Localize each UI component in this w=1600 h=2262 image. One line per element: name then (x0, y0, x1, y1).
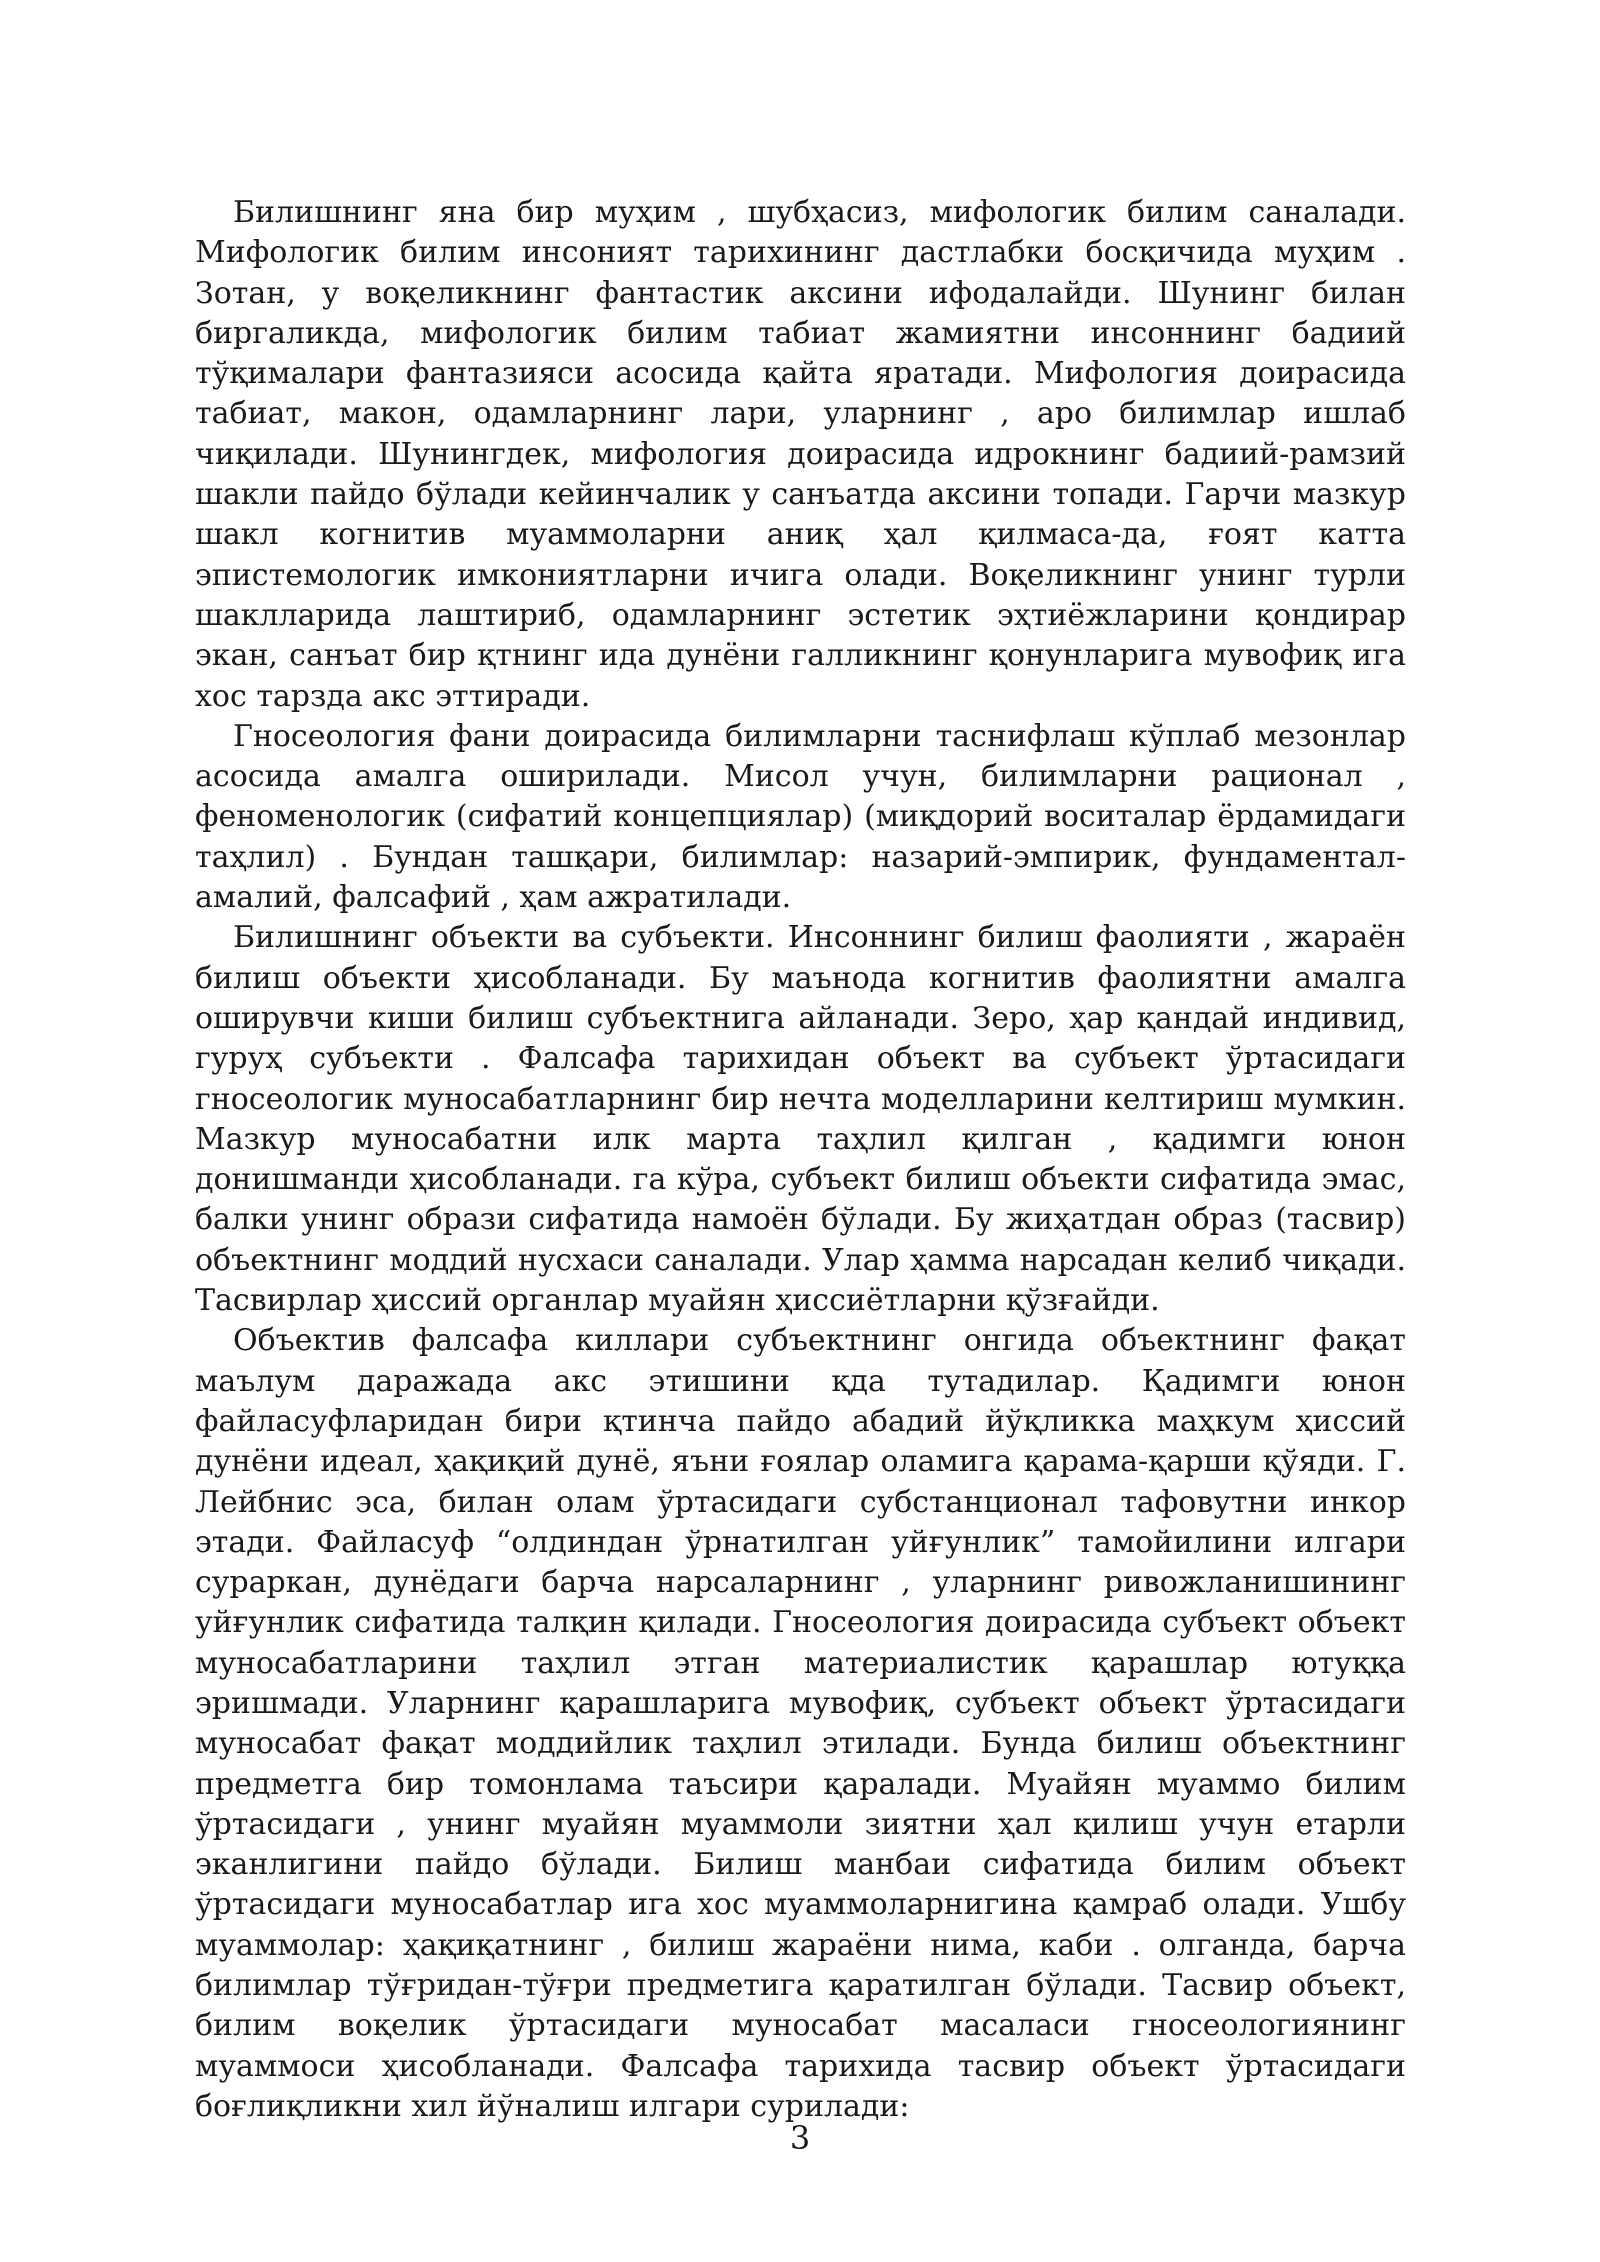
page-number: 3 (789, 2119, 811, 2157)
paragraph-object-subject: Билишнинг объекти ва субъекти. Инсоннинг билиш фаолияти , жараён билиш объекти ҳисобланади. Бу маънода когнитив фаолиятни амалга оширувчи киши билиш субъектнига айланади. Зеро, ҳар қандай индивид, гуруҳ субъекти . Фалсафа тарихидан объект ва субъект ўртасидаги гносеологик муносабатларнинг бир нечта моделларини келтириш мумкин. Мазкур муносабатни илк марта таҳлил қилган , қадимги юнон донишманди ҳисобланади. га кўра, субъект билиш объекти сифатида эмас, балки унинг образи сифатида намоён бўлади. Бу жиҳатдан образ (тасвир) объектнинг моддий нусхаси саналади. Улар ҳамма нарсадан келиб чиқади. Тасвирлар ҳиссий органлар муайян ҳиссиётларни қўзғайди. (195, 920, 1406, 1319)
paragraph-mythological-knowledge: Билишнинг яна бир муҳим , шубҳасиз, мифологик билим саналади. Мифологик билим инсоният тарихининг дастлабки босқичида муҳим . Зотан, у воқеликнинг фантастик аксини ифодалайди. Шунинг билан биргаликда, мифологик билим табиат жамиятни инсоннинг бадиий тўқималари фантазияси асосида қайта яратади. Мифология доирасида табиат, макон, одамларнинг лари, уларнинг , аро билимлар ишлаб чиқилади. Шунингдек, мифология доирасида идрокнинг бадиий-рамзий шакли пайдо бўлади кейинчалик у санъатда аксини топади. Гарчи мазкур шакл когнитив муаммоларни аниқ ҳал қилмаса-да, ғоят катта эпистемологик имкониятларни ичига олади. Воқеликнинг унинг турли шаклларида лаштириб, одамларнинг эстетик эҳтиёжларини қондирар экан, санъат бир қтнинг ида дунёни галликнинг қонунларига мувофиқ ига хос тарзда акс эттиради. (195, 195, 1406, 714)
paragraph-objective-philosophy: Объектив фалсафа киллари субъектнинг онгида объектнинг фақат маълум даражада акс этишини қда тутадилар. Қадимги юнон файласуфларидан бири қтинча пайдо абадий йўқликка маҳкум ҳиссий дунёни идеал, ҳақиқий дунё, яъни ғоялар оламига қарама-қарши қўяди. Г. Лейбнис эса, билан олам ўртасидаги субстанционал тафовутни инкор этади. Файласуф “олдиндан ўрнатилган уйғунлик” тамойилини илгари сураркан, дунёдаги барча нарсаларнинг , уларнинг ривожланишининг уйғунлик сифатида талқин қилади. Гносеология доирасида субъект объект муносабатларини таҳлил этган материалистик қарашлар ютуққа эришмади. Уларнинг қарашларига мувофиқ, субъект объект ўртасидаги муносабат фақат моддийлик таҳлил этилади. Бунда билиш объектнинг предметга бир томонлама таъсири қаралади. Муайян муаммо билим ўртасидаги , унинг муайян муаммоли зиятни ҳал қилиш учун етарли эканлигини пайдо бўлади. Билиш манбаи сифатида билим объект ўртасидаги муносабатлар ига хос муаммоларнигина қамраб олади. Ушбу муаммолар: ҳақиқатнинг , билиш жараёни нима, каби . олганда, барча билимлар тўғридан-тўғри предметига қаратилган бўлади. Тасвир объект, билим воқелик ўртасидаги муносабат масаласи гносеологиянинг муаммоси ҳисобланади. Фалсафа тарихида тасвир объект ўртасидаги боғлиқликни хил йўналиш илгари сурилади: (195, 1323, 1406, 2124)
paragraph-knowledge-classification: Гносеология фани доирасида билимларни таснифлаш кўплаб мезонлар асосида амалга оширилади. Мисол учун, билимларни рационал , феноменологик (сифатий концепциялар) (миқдорий воситалар ёрдамидаги таҳлил) . Бундан ташқари, билимлар: назарий-эмпирик, фундаментал-амалий, фалсафий , ҳам ажратилади. (195, 718, 1406, 916)
body-text (195, 193, 1406, 2127)
